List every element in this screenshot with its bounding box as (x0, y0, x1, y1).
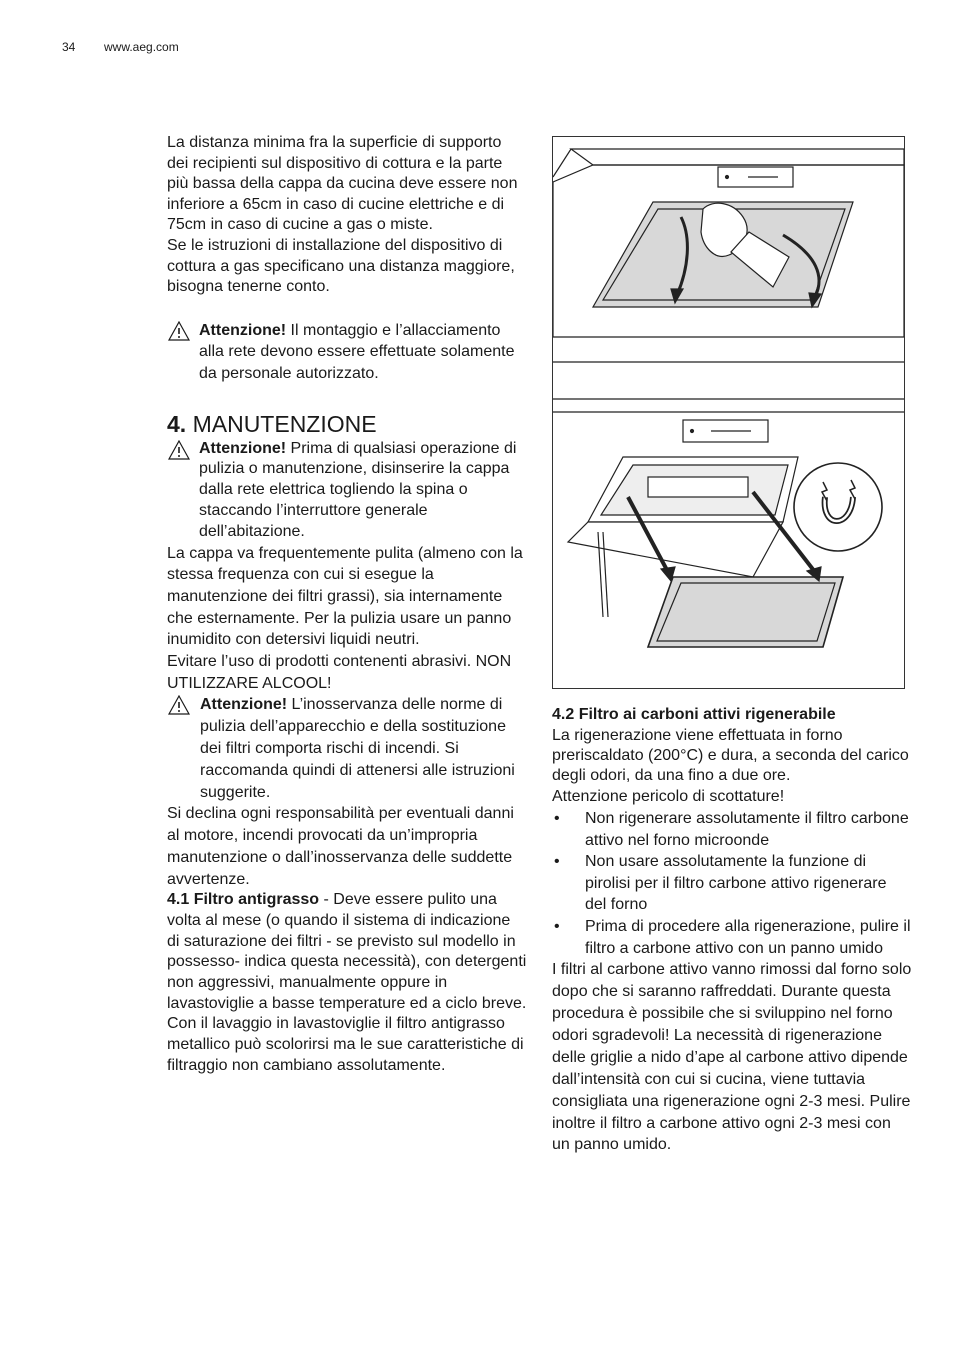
section-heading: 4. MANUTENZIONE (167, 410, 377, 437)
left-column (167, 133, 527, 1077)
maintenance-illustration (552, 136, 905, 689)
list-item: • Prima di procedere alla rigenerazione, pulire il filtro a carbone attivo con un panno umido (552, 916, 912, 959)
warning-text: Il montaggio e l’allacciamento alla rete devono essere effettuate solamente da personale autorizzato. (199, 321, 515, 382)
hood-top-view (553, 137, 904, 362)
warning-maintenance (167, 439, 527, 543)
warning-fire (167, 694, 527, 803)
warning-label: Attenzione! (199, 439, 287, 457)
list-item: • Non rigenerare assolutamente il filtro carbone attivo nel forno microonde (552, 808, 912, 851)
filter-41-paragraph (167, 890, 527, 1014)
intro-paragraph-2: Se le istruzioni di installazione del dispositivo di cottura a gas specificano una distanza maggiore, bisogna tenerne conto. (167, 236, 515, 296)
filter-41-text: - Deve essere pulito una volta al mese (o quando il sistema di indicazione di saturazione dei filtri - se previsto sul modello in possesso- indica questa necessità), con detergenti non aggressivi, manualmente oppure in lavastoviglie a basse temperature ed a ciclo breve. (167, 891, 527, 1012)
hood-filter-diagram (553, 137, 904, 688)
dishwasher-paragraph: Con il lavaggio in lavastoviglie il filtro antigrasso metallico può scolorirsi ma le sue caratteristiche di filtraggio non cambiano assolutamente. (167, 1015, 524, 1074)
filter-42-title: 4.2 Filtro ai carboni attivi rigenerabile (552, 706, 836, 723)
warning-text: L’inosservanza delle norme di pulizia dell’apparecchio e della sostituzione dei filtri comporta rischi di incendi. Si raccomanda quindi di attenersi alle istruzioni suggerite. (200, 696, 515, 801)
cleaning-paragraph: La cappa va frequentemente pulita (almeno con la stessa frequenza con cui si esegue la manutenzione dei filtri grassi), sia internamente che esternamente. Per la pulizia usare un panno inumidito con detersivi liquidi neutri. (167, 544, 523, 649)
intro-paragraph: La distanza minima fra la superficie di supporto dei recipienti sul dispositivo di cottura e la parte più bassa della cappa da cucina deve essere non inferiore a 65cm in caso di cucine elettriche e di 75cm in caso di cucine a gas o miste. (167, 134, 518, 234)
liability-paragraph: Si declina ogni responsabilità per eventuali danni al motore, incendi provocati da un’impropria manutenzione o dall’inosservanza delle suddette avvertenze. (167, 805, 514, 888)
closing-paragraph: I filtri al carbone attivo vanno rimossi dal forno solo dopo che si saranno raffreddati. Durante questa procedura è possibile che si sviluppino nel forno odori sgradevoli! La necessità di rigenerazione delle griglie a nido d’ape al carbone attivo dipende dall’intensità con cui si cucina, viene tuttavia consigliata una rigenerazione ogni 2-3 mesi. Pulire inoltre il filtro a carbone attivo ogni 2-3 mesi con un panno umido. (552, 961, 912, 1154)
right-column (552, 704, 912, 1156)
warning-icon (168, 321, 190, 341)
warning-icon (168, 440, 190, 460)
warning-text: Prima di qualsiasi operazione di pulizia o manutenzione, disinserire la cappa dalla rete elettrica togliendo la spina o staccando l’interruttore generale dell’abitazione. (199, 439, 517, 540)
filter-42-paragraph: La rigenerazione viene effettuata in forno preriscaldato (200°C) e dura, a seconda del carico degli odori, da una fino a due ore. (552, 726, 909, 785)
warning-installation (167, 320, 527, 385)
page-number: 34 (62, 40, 76, 54)
avoid-paragraph: Evitare l’uso di prodotti contenenti abrasivi. NON UTILIZZARE ALCOOL! (167, 653, 512, 692)
hood-open-view (553, 412, 904, 647)
list-item: • Non usare assolutamente la funzione di pirolisi per il filtro carbone attivo rigenerare del forno (552, 851, 912, 916)
burn-warning: Attenzione pericolo di scottature! (552, 788, 785, 806)
site-url: www.aeg.com (104, 40, 179, 54)
warning-label: Attenzione! (199, 321, 287, 339)
filter-41-title: 4.1 Filtro antigrasso (167, 891, 320, 909)
warning-label: Attenzione! (200, 696, 288, 714)
warning-icon (168, 695, 190, 715)
regeneration-rules (552, 808, 912, 959)
